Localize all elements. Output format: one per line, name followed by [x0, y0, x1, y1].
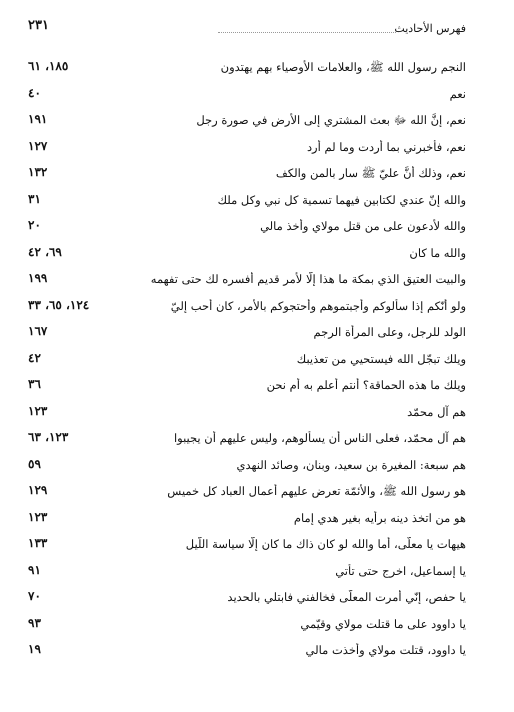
entry-page-numbers: ٥٩ — [28, 456, 41, 471]
entry-page-numbers: ٩١ — [28, 562, 41, 577]
index-entry — [28, 320, 466, 347]
entry-page-numbers: ٣٦ — [28, 377, 41, 391]
index-entry — [28, 426, 466, 453]
entry-text: هم سبعة: المغيرة بن سعيد، وبنان، وصائد النهدي — [236, 457, 466, 472]
entry-text: هم آل محمّد — [407, 404, 466, 419]
entry-page-numbers: ١٢٣ — [28, 509, 48, 524]
entry-page-numbers: ١٢٧ — [28, 138, 48, 153]
index-entry — [28, 82, 466, 109]
entry-text: والله لأدعون على من قتل مولاي وأخذ مالي — [260, 219, 466, 233]
entry-page-numbers: ١٩١ — [28, 112, 48, 126]
index-entry — [28, 135, 466, 162]
page-header — [28, 10, 466, 44]
index-entry — [28, 161, 466, 188]
entry-text: النجم رسول الله ﷺ، والعلامات الأوصياء بهم يهتدون — [220, 60, 466, 74]
entry-text: والبيت العتيق الذي بمكة ما هذا إلّا لأمر قديم أفسره لك حتى تفهمه — [150, 272, 466, 286]
hadith-index-list — [28, 55, 466, 665]
header-leader-dots — [218, 32, 396, 33]
index-entry — [28, 453, 466, 480]
index-entry — [28, 585, 466, 612]
index-entry — [28, 479, 466, 506]
entry-page-numbers: ٢٠ — [28, 218, 41, 232]
index-entry — [28, 638, 466, 665]
index-entry — [28, 294, 466, 321]
entry-text: نعم — [449, 86, 466, 101]
entry-text: الولد للرجل، وعلى المرأة الرجم — [313, 325, 466, 339]
entry-page-numbers: ٣١ — [28, 191, 41, 206]
index-entry — [28, 532, 466, 559]
entry-text: يا داوود، قتلت مولاي وأخذت مالي — [305, 643, 466, 657]
entry-page-numbers: ١٩ — [28, 642, 41, 656]
page-number: ٢٣١ — [28, 18, 49, 33]
entry-text: ولو أنّكم إذا سألوكم وأجبتموهم وأحتجوكم بالأمر، كان أحب إليّ — [170, 298, 466, 313]
entry-page-numbers: ٩٣ — [28, 615, 41, 630]
entry-text: ويلك ما هذه الحماقة؟ أنتم أعلم به أم نحن — [266, 378, 466, 392]
entry-page-numbers: ١٢٣ — [28, 403, 48, 418]
entry-page-numbers: ٤٠ — [28, 85, 41, 100]
entry-text: هو من اتخذ دينه برأيه بغير هدي إمام — [293, 510, 466, 525]
entry-text: هم آل محمّد، فعلى الناس أن يسألوهم، وليس عليهم أن يجيبوا — [173, 431, 466, 445]
index-entry — [28, 214, 466, 241]
entry-page-numbers: ٧٠ — [28, 589, 41, 603]
index-entry — [28, 559, 466, 586]
entry-text: نعم، إنَّ الله ﷻ بعث المشتري إلى الأرض في صورة رجل — [196, 113, 466, 127]
entry-text: يا إسماعيل، اخرج حتى تأتي — [335, 563, 466, 578]
entry-text: يا داوود على ما قتلت مولاي وقيّمي — [300, 616, 466, 631]
index-entry — [28, 506, 466, 533]
entry-page-numbers: ١٢٤، ٦٥، ٣٣ — [28, 297, 90, 312]
entry-page-numbers: ١٣٢ — [28, 165, 48, 179]
index-entry — [28, 241, 466, 268]
entry-text: هو رسول الله ﷺ، والأئمّة تعرض عليهم أعمال العباد كل خميس — [167, 484, 466, 498]
entry-page-numbers: ١٩٩ — [28, 271, 48, 285]
entry-text: نعم، فأخبرني بما أردت وما لم أرد — [306, 139, 466, 154]
entry-text: والله ما كان — [409, 245, 466, 260]
entry-text: نعم، وذلك أنَّ عليّ ﷺ سار بالمن والكف — [275, 166, 466, 180]
entry-page-numbers: ١٢٩ — [28, 483, 48, 497]
running-title: فهرس الأحاديث — [394, 22, 466, 35]
index-entry — [28, 612, 466, 639]
entry-page-numbers: ٦٩، ٤٢ — [28, 244, 62, 259]
index-entry — [28, 55, 466, 82]
index-entry — [28, 108, 466, 135]
index-entry — [28, 400, 466, 427]
entry-page-numbers: ١٨٥، ٦١ — [28, 59, 69, 73]
entry-text: يا حفص، إنّي أمرت المعلّى فخالفني فابتلي بالحديد — [227, 590, 466, 604]
entry-page-numbers: ١٦٧ — [28, 324, 48, 338]
entry-text: ويلك تبجّل الله فيستحيي من تعذيبك — [296, 351, 466, 366]
entry-text: والله إنّ عندي لكتابين فيهما تسمية كل نبي وكل ملك — [217, 192, 466, 207]
index-entry — [28, 373, 466, 400]
entry-text: هيهات يا معلّى، أما والله لو كان ذاك ما كان إلّا سياسة اللّيل — [185, 537, 466, 551]
entry-page-numbers: ٤٢ — [28, 350, 41, 365]
index-entry — [28, 347, 466, 374]
entry-page-numbers: ١٣٣ — [28, 536, 48, 550]
entry-page-numbers: ١٢٣، ٦٣ — [28, 430, 69, 444]
index-entry — [28, 267, 466, 294]
index-entry — [28, 188, 466, 215]
